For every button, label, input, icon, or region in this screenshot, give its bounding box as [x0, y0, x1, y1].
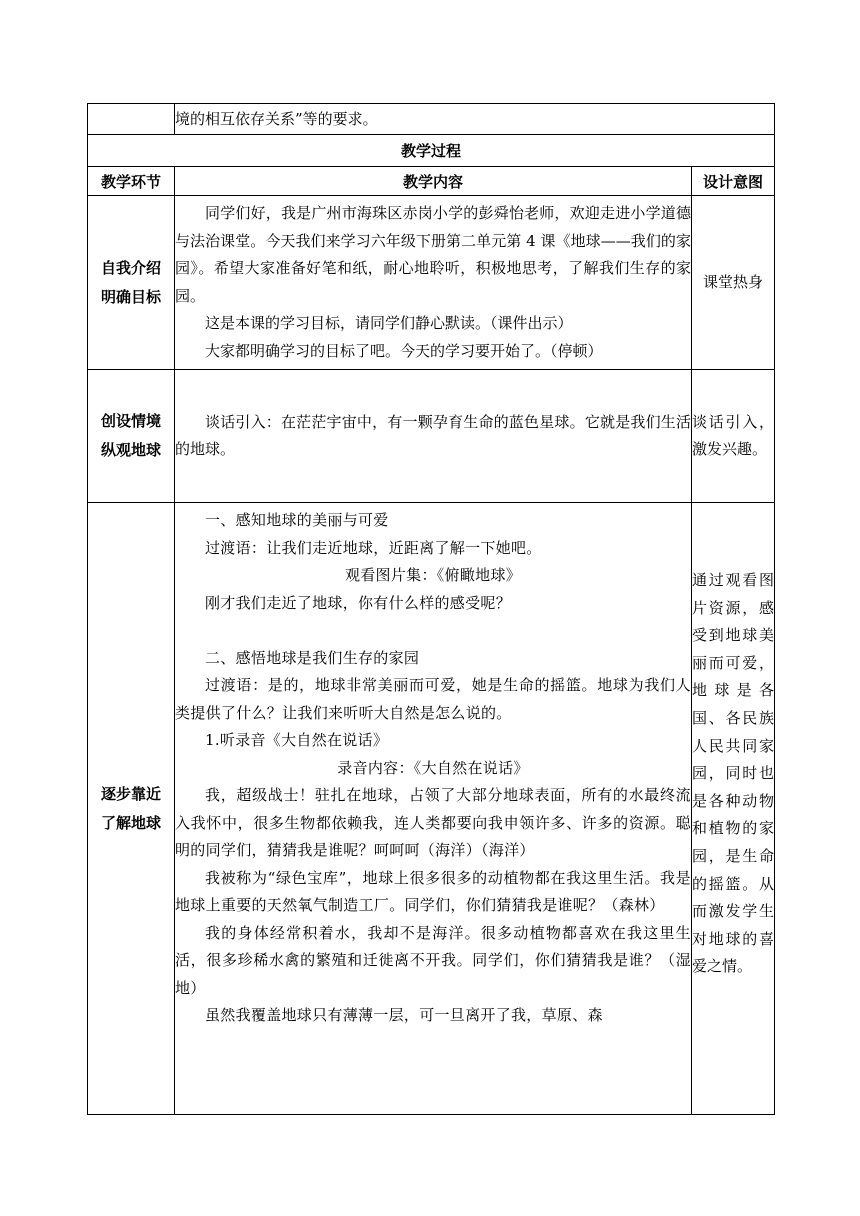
content-paragraph: 虽然我覆盖地球只有薄薄一层，可一旦离开了我，草原、森: [205, 1006, 603, 1024]
stage-label: 纵观地球: [100, 441, 161, 459]
content-cell: [175, 196, 692, 370]
content-paragraph: 同学们好，我是广州市海珠区赤岗小学的彭舜怡老师，欢迎走进小学道德与法治课堂。今天我们来学习六年级下册第二单元第 4 课《地球——我们的家园》。希望大家准备好笔和纸，耐心地聆听，积极地思考，了解我们生存的家园。: [175, 204, 691, 305]
header-intent: 设计意图: [691, 167, 774, 196]
table-row: [88, 503, 775, 1115]
table-row: [88, 196, 775, 370]
content-cell: [175, 370, 692, 503]
section-title: 教学过程: [88, 135, 775, 167]
intent-cell: 通过观看图片资源，感受到地球美丽而可爱，地球是各国、各民族人民共同家园，同时也是各种动物和植物的家园，是生命的摇篮。从而激发学生对地球的喜爱之情。: [691, 503, 774, 1115]
stage-cell: [88, 503, 175, 1115]
content-paragraph: 我，超级战士！驻扎在地球，占领了大部分地球表面，所有的水最终流入我怀中，很多生物都依赖我，连人类都要向我申领许多、许多的资源。聪明的同学们，猜猜我是谁呢？呵呵呵（海洋）（海洋）: [175, 786, 691, 859]
content-paragraph: 大家都明确学习的目标了吧。今天的学习要开始了。（停顿）: [205, 341, 603, 360]
content-paragraph: 这是本课的学习目标，请同学们静心默读。（课件出示）: [205, 314, 573, 332]
content-paragraph: 我被称为“绿色宝库”，地球上很多很多的动植物都在我这里生活。我是地球上重要的天然氧气制造工厂。同学们，你们猜猜我是谁呢？（森林）: [175, 868, 691, 914]
stage-cell: [88, 370, 175, 503]
intent-cell: 谈话引入，激发兴趣。: [691, 370, 774, 503]
header-stage: 教学环节: [88, 167, 175, 196]
content-paragraph: 1.听录音《大自然在说话》: [205, 731, 389, 749]
continuation-text: 境的相互依存关系”等的要求。: [175, 109, 378, 128]
stage-label: 创设情境: [100, 412, 161, 430]
continuation-stage-cell: [88, 104, 175, 135]
continuation-row: [88, 104, 775, 135]
intent-cell: 课堂热身: [691, 196, 774, 370]
lesson-plan-table: [87, 103, 775, 1115]
blank-line: [175, 617, 691, 645]
content-paragraph: 观看图片集：《俯瞰地球》: [344, 566, 522, 584]
continuation-text-cell: [175, 104, 775, 135]
content-paragraph: 刚才我们走近了地球，你有什么样的感受呢？: [205, 593, 512, 612]
table-row: [88, 370, 775, 503]
header-content: 教学内容: [175, 167, 692, 196]
stage-label: 明确目标: [100, 287, 161, 306]
stage-label: 了解地球: [100, 813, 161, 832]
content-paragraph: 一、感知地球的美丽与可爱: [205, 511, 389, 529]
content-paragraph: 二、感悟地球是我们生存的家园: [205, 648, 420, 667]
content-paragraph: 录音内容：《大自然在说话》: [337, 758, 529, 777]
content-cell: [175, 503, 692, 1115]
stage-label: 逐步靠近: [100, 784, 161, 803]
stage-cell: [88, 196, 175, 370]
section-title-row: [88, 135, 775, 167]
content-paragraph: 过渡语：是的，地球非常美丽而可爱，她是生命的摇篮。地球为我们人类提供了什么？让我们来听听大自然是怎么说的。: [175, 676, 691, 722]
content-paragraph: 过渡语：让我们走近地球，近距离了解一下她吧。: [205, 538, 542, 557]
stage-label: 自我介绍: [100, 258, 161, 277]
header-row: [88, 167, 775, 196]
content-paragraph: 谈话引入：在茫茫宇宙中，有一颗孕育生命的蓝色星球。它就是我们生活的地球。: [175, 412, 691, 458]
content-paragraph: 我的身体经常积着水，我却不是海洋。很多动植物都喜欢在我这里生活，很多珍稀水禽的繁殖和迁徙离不开我。同学们，你们猜猜我是谁？（湿地）: [175, 923, 691, 997]
